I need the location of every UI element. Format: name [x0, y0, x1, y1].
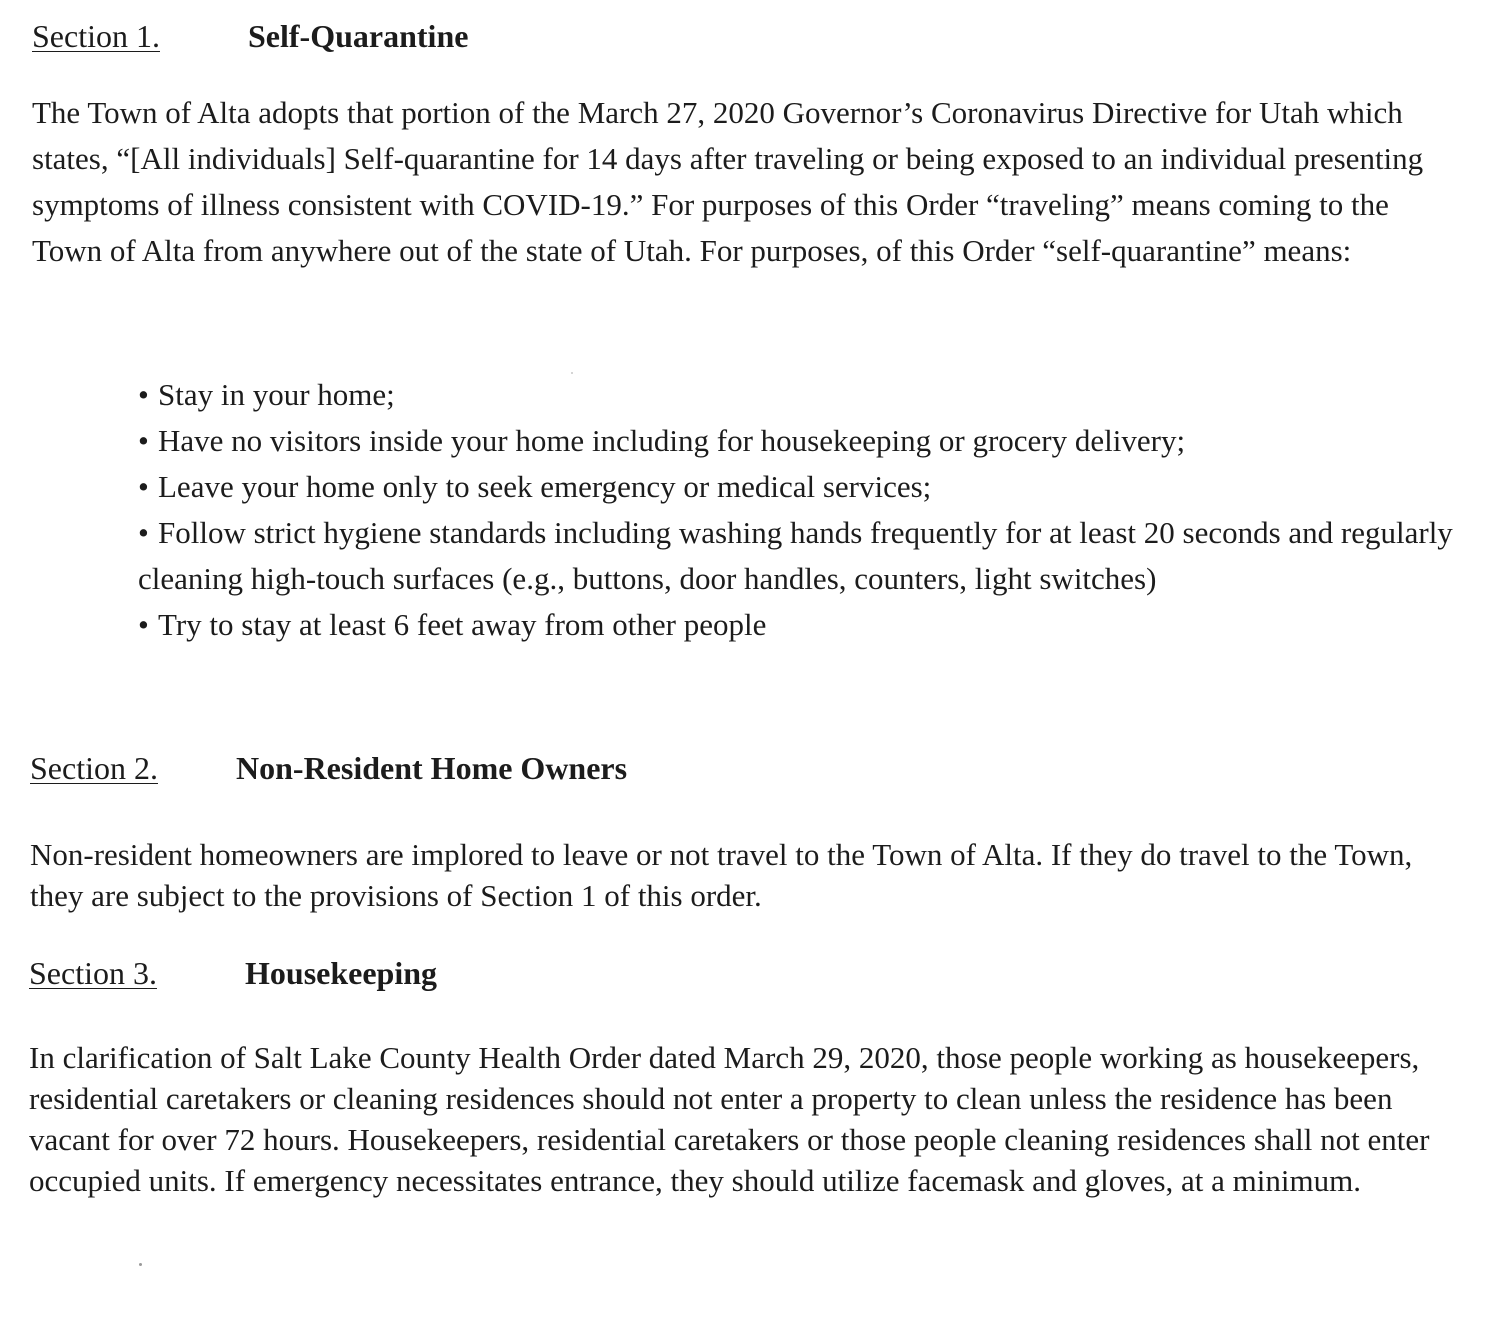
section-2-number: Section 2. [30, 750, 158, 786]
section-3-title: Housekeeping [245, 955, 438, 991]
section-2-title: Non-Resident Home Owners [236, 750, 628, 786]
list-item: • Try to stay at least 6 feet away from other people [138, 602, 1473, 648]
section-3-paragraph: In clarification of Salt Lake County Health Order dated March 29, 2020, those people working as housekeepers, residential caretakers or cleaning residences should not enter a property to clean unless the residence has been vacant for over 72 hours. Housekeepers, residential caretakers or those people cleaning residences shall not enter occupied units. If emergency necessitates entrance, they should utilize facemask and gloves, at a minimum. [29, 1040, 1430, 1198]
list-item: • Have no visitors inside your home including for housekeeping or grocery delivery; [138, 418, 1473, 464]
section-3-number: Section 3. [29, 955, 157, 991]
scan-speck [139, 1263, 142, 1266]
list-item: • Follow strict hygiene standards including washing hands frequently for at least 20 seconds and regularly cleaning high-touch surfaces (e.g., buttons, door handles, counters, light switches) [138, 510, 1473, 602]
section-1-heading [32, 16, 632, 56]
bullet-icon: • [138, 469, 149, 504]
section-3-heading [29, 953, 629, 993]
list-item: • Stay in your home; [138, 372, 1473, 418]
section-2-paragraph: Non-resident homeowners are implored to leave or not travel to the Town of Alta. If they do travel to the Town, they are subject to the provisions of Section 1 of this order. [30, 837, 1413, 913]
section-1-title: Self-Quarantine [248, 18, 469, 54]
list-item: • Leave your home only to seek emergency or medical services; [138, 464, 1473, 510]
bullet-icon: • [138, 607, 149, 642]
section-1-number: Section 1. [32, 18, 160, 54]
bullet-icon: • [138, 377, 149, 412]
scan-speck [571, 372, 573, 374]
section-2-heading [30, 748, 730, 788]
section-1-paragraph: The Town of Alta adopts that portion of the March 27, 2020 Governor’s Coronavirus Directive for Utah which states, “[All individuals] Self-quarantine for 14 days after traveling or being exposed to an individual presenting symptoms of illness consistent with COVID-19.” For purposes of this Order “traveling” means coming to the Town of Alta from anywhere out of the state of Utah. For purposes, of this Order “self-quarantine” means: [32, 95, 1424, 268]
self-quarantine-list [138, 372, 1473, 648]
bullet-icon: • [138, 515, 149, 550]
bullet-icon: • [138, 423, 149, 458]
